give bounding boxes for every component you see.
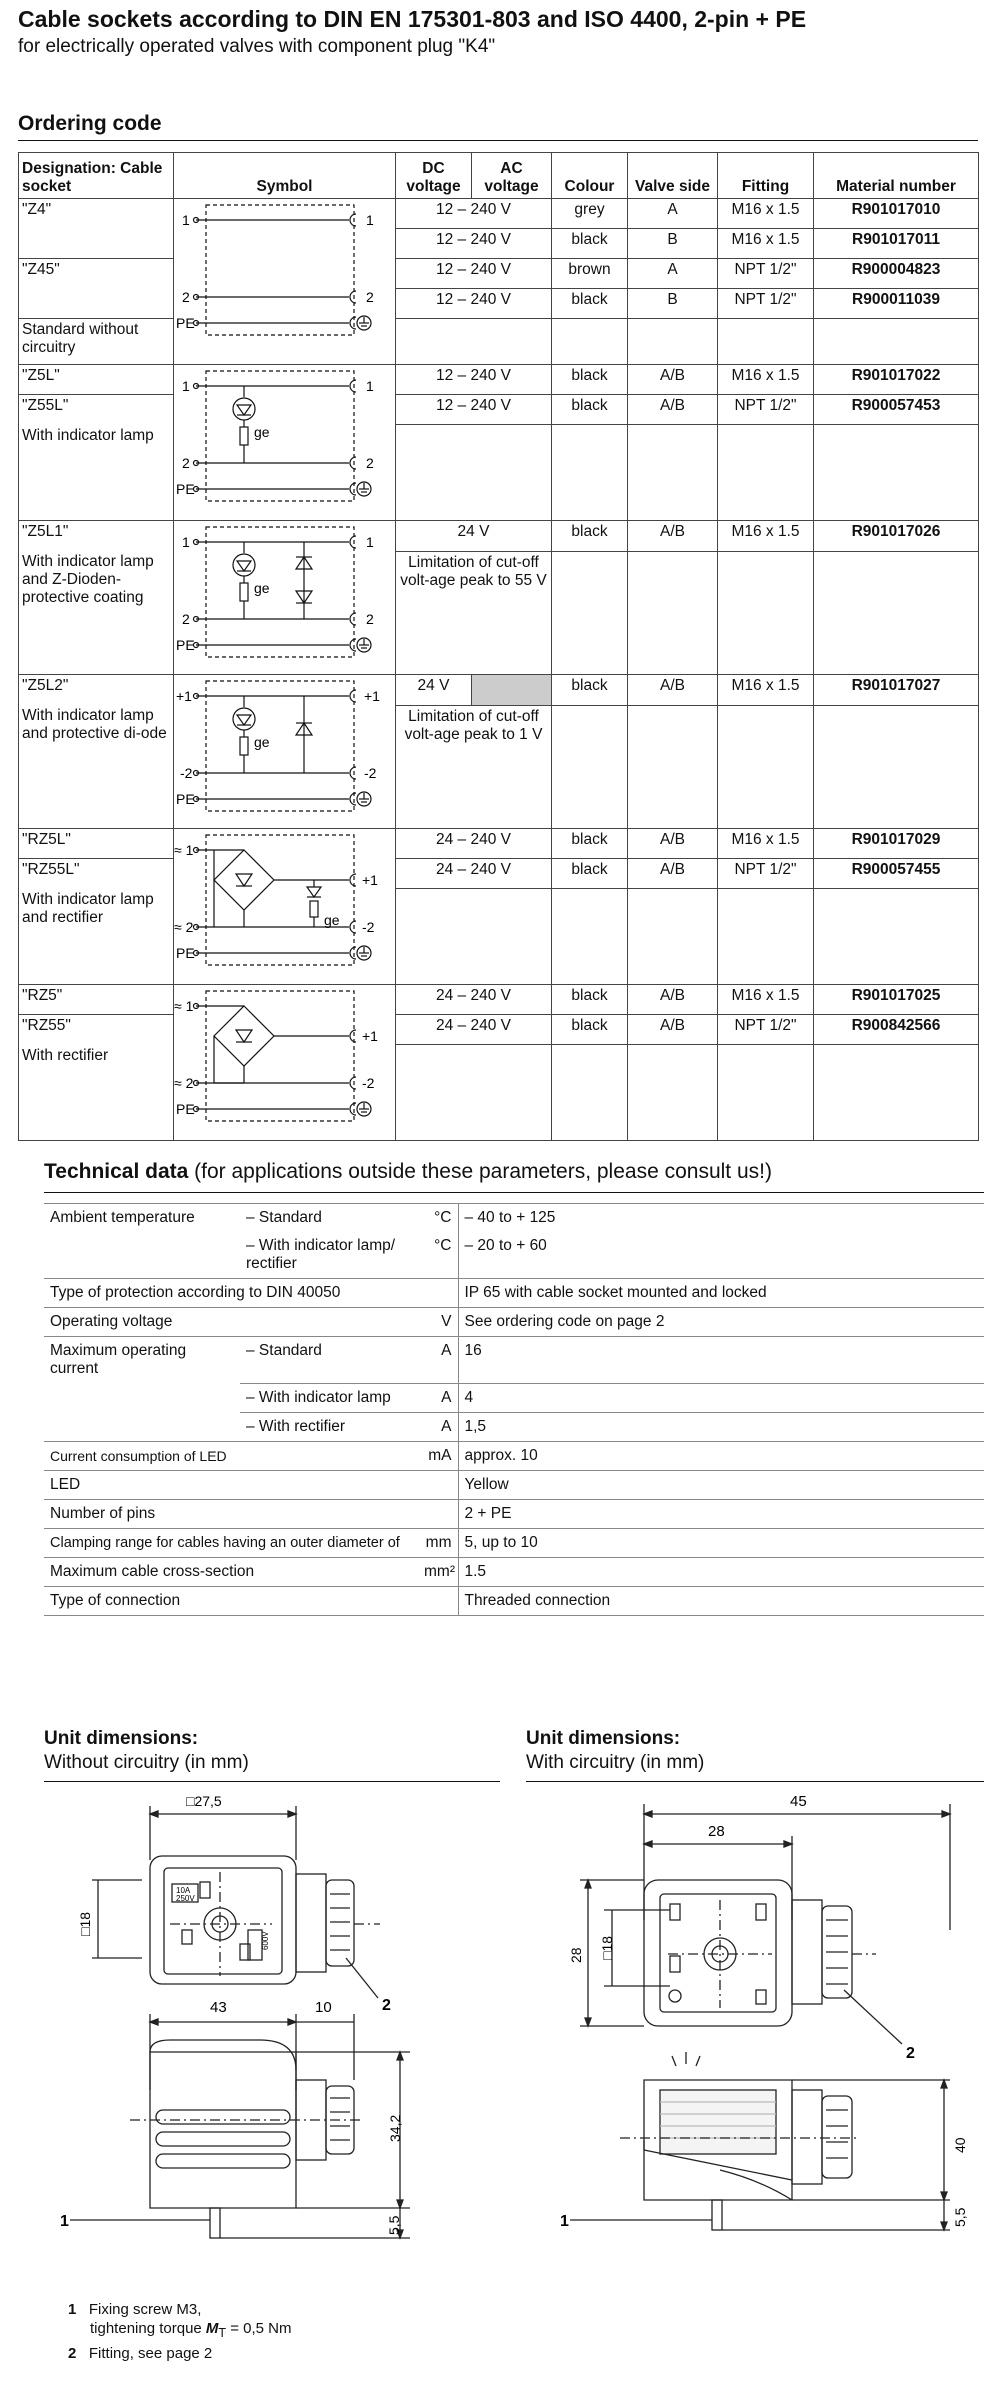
designation-cell [19, 289, 174, 319]
dim-label: 43 [210, 1999, 227, 2016]
value-cell: See ordering code on page 2 [458, 1308, 984, 1337]
valve-side-cell: B [628, 229, 718, 259]
callout-label: 1 [560, 2213, 569, 2230]
value-cell: 1.5 [458, 1557, 984, 1586]
param-cell: Current consumption of LED [44, 1441, 418, 1470]
voltage-cell: 12 – 240 V [396, 259, 552, 289]
dim-right-title: With circuitry (in mm) [526, 1752, 705, 1773]
footnote-text: Fitting, see page 2 [88, 2345, 213, 2362]
colour-cell: black [552, 675, 628, 706]
colour-cell: black [552, 395, 628, 425]
fitting-cell: M16 x 1.5 [718, 675, 814, 706]
pin-label: ≈ 1 [174, 842, 194, 858]
colour-cell: black [552, 859, 628, 889]
table-row [19, 859, 979, 889]
pin-label: PE [176, 315, 195, 331]
pin-label: 2 [366, 289, 374, 305]
unit-cell: mA [418, 1441, 458, 1470]
colour-cell: grey [552, 199, 628, 229]
table-row [44, 1499, 984, 1528]
param-cell [44, 1383, 240, 1412]
symbol-cell [174, 199, 396, 365]
table-row [19, 985, 979, 1015]
valve-side-cell: B [628, 289, 718, 319]
dimensions-right-title [526, 1727, 704, 1775]
sub-cell: – Standard [240, 1337, 418, 1384]
ac-voltage-cell [472, 675, 552, 706]
value-cell: 4 [458, 1383, 984, 1412]
table-row [44, 1586, 984, 1615]
param-cell: Type of protection according to DIN 40050 [44, 1279, 418, 1308]
callout-label: 2 [382, 1997, 391, 2014]
header-ac: AC voltage [472, 153, 552, 199]
dim-label: □27,5 [186, 1793, 222, 1809]
valve-side-cell: A/B [628, 859, 718, 889]
pin-label: -2 [362, 1075, 375, 1091]
colour-cell: black [552, 521, 628, 552]
fitting-cell: M16 x 1.5 [718, 521, 814, 552]
unit-cell: mm² [418, 1557, 458, 1586]
voltage-cell: 24 – 240 V [396, 1015, 552, 1045]
page-title: Cable sockets according to DIN EN 175301-803 and ISO 4400, 2-pin + PE [18, 6, 807, 32]
table-row [44, 1337, 984, 1384]
voltage-cell: 12 – 240 V [396, 289, 552, 319]
designation-cell: "RZ5L" [19, 829, 174, 859]
voltage-cell: 24 – 240 V [396, 859, 552, 889]
pin-label: ≈ 1 [174, 998, 194, 1014]
table-row [19, 319, 979, 365]
table-row [19, 889, 979, 985]
technical-data-title [44, 1160, 772, 1184]
material-cell: R901017010 [814, 199, 979, 229]
dim-label: 40 [952, 2137, 968, 2153]
value-cell: approx. 10 [458, 1441, 984, 1470]
pin-label: 1 [366, 378, 374, 394]
table-row [19, 1045, 979, 1141]
footnote-num: 2 [68, 2345, 77, 2362]
designation-desc: With rectifier [19, 1045, 174, 1141]
fitting-cell: M16 x 1.5 [718, 365, 814, 395]
footnote-symbol: M [205, 2320, 219, 2337]
fitting-cell: M16 x 1.5 [718, 199, 814, 229]
pin-label: PE [176, 791, 195, 807]
designation-cell: "Z45" [19, 259, 174, 289]
valve-side-cell: A/B [628, 521, 718, 552]
callout-label: 1 [60, 2213, 69, 2230]
dim-left-title-bold: Unit dimensions: [44, 1728, 199, 1749]
param-cell: Number of pins [44, 1499, 418, 1528]
table-row [44, 1528, 984, 1557]
ordering-code-title: Ordering code [18, 112, 162, 135]
plate-label: 250V [176, 1894, 195, 1903]
designation-desc: With indicator lamp and Z-Dioden-protective coating [19, 551, 174, 674]
dim-right-title-bold: Unit dimensions: [526, 1728, 681, 1749]
designation-cell: "Z5L2" [19, 675, 174, 706]
circuit-symbol-lamp-zdiode [174, 521, 396, 669]
table-row [19, 289, 979, 319]
footnote-1 [68, 2300, 292, 2343]
header-symbol: Symbol [174, 153, 396, 199]
value-cell: – 20 to + 60 [464, 1237, 547, 1254]
sub-cell: – With indicator lamp/ rectifier [246, 1237, 396, 1272]
pin-label: -2 [362, 919, 375, 935]
sub-cell: – With rectifier [240, 1412, 418, 1441]
pin-label: -2 [180, 765, 193, 781]
param-cell: Maximum cable cross-section [44, 1557, 418, 1586]
table-row [44, 1383, 984, 1412]
pin-label: -2 [364, 765, 377, 781]
pin-label: 2 [182, 455, 190, 471]
symbol-cell [174, 521, 396, 675]
dim-label: 28 [568, 1947, 584, 1963]
callout-label: 2 [906, 2045, 915, 2062]
fitting-cell: NPT 1/2" [718, 395, 814, 425]
designation-cell: "Z5L" [19, 365, 174, 395]
pin-label: PE [176, 481, 195, 497]
value-cell: IP 65 with cable socket mounted and locked [458, 1279, 984, 1308]
param-cell: LED [44, 1470, 418, 1499]
param-cell [44, 1412, 240, 1441]
plate-label: 10A [176, 1886, 191, 1895]
table-row [19, 675, 979, 706]
fitting-cell: NPT 1/2" [718, 289, 814, 319]
voltage-cell: 24 – 240 V [396, 829, 552, 859]
material-cell: R900057453 [814, 395, 979, 425]
technical-title-rest: (for applications outside these parameters, please consult us!) [188, 1160, 772, 1183]
footnote-num: 1 [68, 2301, 77, 2318]
pin-label: +1 [362, 1028, 378, 1044]
material-cell: R901017027 [814, 675, 979, 706]
table-row [19, 365, 979, 395]
table-row [19, 259, 979, 289]
valve-side-cell: A/B [628, 985, 718, 1015]
header-fitting: Fitting [718, 153, 814, 199]
dim-label: 10 [315, 1999, 332, 2016]
dim-label: 5,5 [386, 2215, 402, 2235]
designation-cell: "Z55L" [19, 395, 174, 425]
page-subtitle: for electrically operated valves with component plug "K4" [18, 36, 496, 57]
table-row [19, 229, 979, 259]
valve-side-cell: A/B [628, 675, 718, 706]
symbol-cell [174, 675, 396, 829]
designation-desc: With indicator lamp and protective di-ode [19, 705, 174, 828]
material-cell: R901017025 [814, 985, 979, 1015]
dimensions-left-title [44, 1727, 249, 1775]
param-cell: Maximum operating current [44, 1337, 240, 1384]
value-cell: 16 [458, 1337, 984, 1384]
unit-cell: mm [418, 1528, 458, 1557]
plate-label: 600V [261, 1931, 270, 1950]
dim-label: 34,2 [387, 2114, 403, 2142]
table-row [19, 1015, 979, 1045]
colour-cell: black [552, 289, 628, 319]
material-cell: R900057455 [814, 859, 979, 889]
header-dc: DC voltage [396, 153, 472, 199]
value-cell: 2 + PE [458, 1499, 984, 1528]
table-row [44, 1557, 984, 1586]
voltage-note: Limitation of cut-off volt-age peak to 1 V [396, 705, 552, 828]
table-row [44, 1204, 984, 1233]
dim-label: 45 [790, 1793, 807, 1810]
symbol-cell [174, 829, 396, 985]
pin-label: PE [176, 637, 195, 653]
voltage-cell: 12 – 240 V [396, 365, 552, 395]
table-row [44, 1412, 984, 1441]
unit-cell: °C [418, 1204, 458, 1233]
drawing-with-circuitry [560, 1790, 980, 2270]
dim-label: 28 [708, 1823, 725, 1840]
fitting-cell: NPT 1/2" [718, 1015, 814, 1045]
value-cell: 5, up to 10 [458, 1528, 984, 1557]
ordering-code-table [18, 152, 979, 1141]
sub-cell: – With indicator lamp [240, 1383, 418, 1412]
pin-label: 1 [366, 212, 374, 228]
voltage-cell: 12 – 240 V [396, 199, 552, 229]
designation-desc: With indicator lamp [19, 425, 174, 521]
colour-cell: black [552, 985, 628, 1015]
material-cell: R901017011 [814, 229, 979, 259]
fitting-cell: M16 x 1.5 [718, 829, 814, 859]
table-row [44, 1232, 984, 1279]
valve-side-cell: A/B [628, 1015, 718, 1045]
header-valve-side: Valve side [628, 153, 718, 199]
param-cell: Type of connection [44, 1586, 418, 1615]
value-cell: – 40 to + 125 [458, 1204, 984, 1233]
valve-side-cell: A [628, 259, 718, 289]
colour-cell: black [552, 365, 628, 395]
technical-title-bold: Technical data [44, 1160, 189, 1183]
voltage-cell: 24 – 240 V [396, 985, 552, 1015]
fitting-cell: M16 x 1.5 [718, 229, 814, 259]
voltage-cell: 12 – 240 V [396, 395, 552, 425]
pin-label: PE [176, 945, 195, 961]
colour-cell: black [552, 229, 628, 259]
voltage-cell: 24 V [396, 521, 552, 552]
header-designation: Designation: Cable socket [19, 153, 174, 199]
dc-voltage-cell: 24 V [396, 675, 472, 706]
section-rule [18, 140, 978, 141]
pin-label: 2 [182, 611, 190, 627]
dim-label: 5,5 [952, 2207, 968, 2227]
pin-label: 1 [182, 378, 190, 394]
table-row [44, 1441, 984, 1470]
circuit-symbol-standard [174, 199, 396, 347]
header-material: Material number [814, 153, 979, 199]
valve-side-cell: A/B [628, 395, 718, 425]
footnote-text: tightening torque [90, 2320, 206, 2337]
designation-cell: "RZ55L" [19, 859, 174, 889]
designation-desc: Standard without circuitry [19, 319, 174, 365]
unit-cell: A [418, 1383, 458, 1412]
header-colour: Colour [552, 153, 628, 199]
pin-label: ≈ 2 [174, 1075, 194, 1091]
dim-label: □18 [599, 1935, 615, 1960]
sub-cell: – Standard [240, 1204, 418, 1233]
pin-label: 1 [366, 534, 374, 550]
circuit-symbol-rectifier [174, 985, 396, 1133]
circuit-symbol-lamp-rectifier [174, 829, 396, 977]
voltage-cell: 12 – 240 V [396, 229, 552, 259]
pin-label: 1 [182, 534, 190, 550]
lamp-label: ge [254, 580, 270, 596]
unit-cell: V [418, 1308, 458, 1337]
material-cell: R901017029 [814, 829, 979, 859]
circuit-symbol-lamp [174, 365, 396, 513]
material-cell: R900842566 [814, 1015, 979, 1045]
symbol-cell [174, 985, 396, 1141]
pin-label: 2 [366, 455, 374, 471]
pin-label: ≈ 2 [174, 919, 194, 935]
voltage-note: Limitation of cut-off volt-age peak to 55 V [396, 551, 552, 674]
material-cell: R901017022 [814, 365, 979, 395]
unit-cell: °C [418, 1232, 458, 1279]
dim-left-title: Without circuitry (in mm) [44, 1752, 249, 1773]
value-cell: 1,5 [458, 1412, 984, 1441]
colour-cell: black [552, 1015, 628, 1045]
unit-cell: A [418, 1412, 458, 1441]
unit-cell: A [418, 1337, 458, 1384]
designation-cell: "Z5L1" [19, 521, 174, 552]
footnote-text: = 0,5 Nm [226, 2320, 292, 2337]
designation-cell: "RZ5" [19, 985, 174, 1015]
table-row [44, 1470, 984, 1499]
lamp-label: ge [254, 424, 270, 440]
param-cell [44, 1232, 240, 1279]
footnote-text: Fixing screw M3, [88, 2301, 202, 2318]
pin-label: +1 [362, 872, 378, 888]
designation-cell: "Z4" [19, 199, 174, 229]
table-row [19, 521, 979, 552]
table-row [44, 1308, 984, 1337]
lamp-label: ge [254, 734, 270, 750]
technical-data-table [44, 1203, 984, 1616]
value-cell: Yellow [458, 1470, 984, 1499]
material-cell: R900004823 [814, 259, 979, 289]
designation-desc: With indicator lamp and rectifier [19, 889, 174, 985]
pin-label: 2 [182, 289, 190, 305]
section-rule [44, 1781, 500, 1782]
unit-cell [418, 1499, 458, 1528]
unit-cell [418, 1470, 458, 1499]
param-cell: Ambient temperature [44, 1204, 240, 1233]
symbol-cell [174, 365, 396, 521]
material-cell: R901017026 [814, 521, 979, 552]
param-cell: Operating voltage [44, 1308, 418, 1337]
colour-cell: black [552, 829, 628, 859]
fitting-cell: NPT 1/2" [718, 859, 814, 889]
lamp-label: ge [324, 912, 340, 928]
pin-label: +1 [364, 688, 380, 704]
drawing-without-circuitry [60, 1790, 500, 2250]
table-row [19, 551, 979, 674]
table-row [19, 829, 979, 859]
footnote-sub: T [218, 2326, 227, 2340]
valve-side-cell: A/B [628, 365, 718, 395]
circuit-symbol-lamp-diode [174, 675, 396, 823]
pin-label: +1 [176, 688, 192, 704]
material-cell: R900011039 [814, 289, 979, 319]
section-rule [44, 1192, 984, 1193]
table-row [19, 395, 979, 425]
unit-cell [418, 1586, 458, 1615]
fitting-cell: NPT 1/2" [718, 259, 814, 289]
value-cell: Threaded connection [458, 1586, 984, 1615]
footnote-2 [68, 2344, 212, 2363]
designation-cell [19, 229, 174, 259]
section-rule [526, 1781, 984, 1782]
valve-side-cell: A [628, 199, 718, 229]
colour-cell: brown [552, 259, 628, 289]
unit-cell [418, 1279, 458, 1308]
pin-label: PE [176, 1101, 195, 1117]
dim-label: □18 [77, 1911, 93, 1936]
pin-label: 1 [182, 212, 190, 228]
table-row [44, 1279, 984, 1308]
designation-cell: "RZ55" [19, 1015, 174, 1045]
valve-side-cell: A/B [628, 829, 718, 859]
table-row [19, 705, 979, 828]
param-cell: Clamping range for cables having an outer diameter of [44, 1528, 418, 1557]
table-row [19, 199, 979, 229]
pin-label: 2 [366, 611, 374, 627]
fitting-cell: M16 x 1.5 [718, 985, 814, 1015]
table-row [19, 425, 979, 521]
